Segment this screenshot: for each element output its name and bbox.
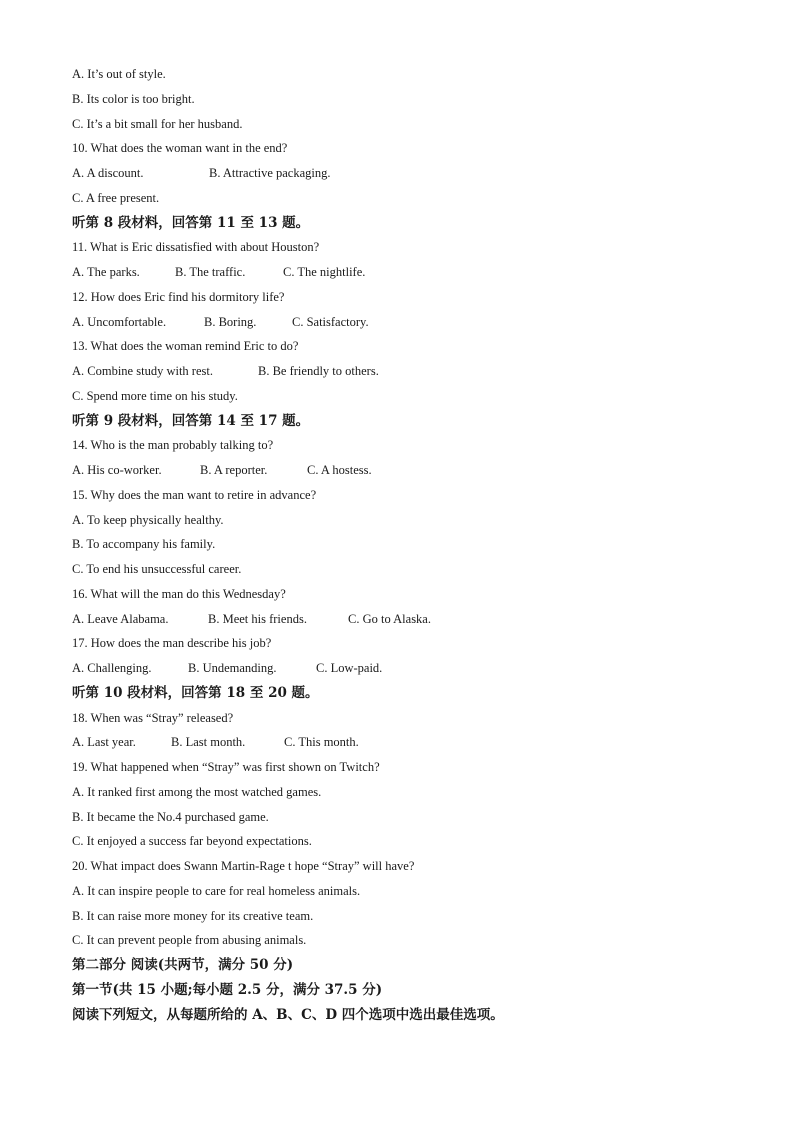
answer-option: B. Meet his friends. <box>208 611 307 626</box>
question-line: A. It’s out of style. <box>72 67 166 81</box>
answer-option: B. Attractive packaging. <box>209 166 331 180</box>
answer-option: A. Last year. <box>72 735 136 750</box>
answer-option: B. Last month. <box>171 735 246 750</box>
question-line: C. A free present. <box>72 190 160 205</box>
section-heading: 第二部分 阅读(共两节，满分 50 分) <box>72 957 294 973</box>
question-line: 12. How does Eric find his dormitory life? <box>72 289 285 304</box>
exam-page <box>72 62 732 1027</box>
answer-option: C. This month. <box>284 735 359 750</box>
question-line: B. It can raise more money for its creative team. <box>72 908 314 923</box>
question-line: B. It became the No.4 purchased game. <box>72 809 269 824</box>
option-row <box>72 656 732 681</box>
option-row <box>72 730 732 755</box>
section-heading: 阅读下列短文，从每题所给的 A、B、C、D 四个选项中选出最佳选项。 <box>72 1006 504 1023</box>
question-line: A. It ranked first among the most watched games. <box>72 784 322 799</box>
option-row <box>72 260 732 285</box>
question-line: 13. What does the woman remind Eric to do? <box>72 339 299 354</box>
section-heading: 第一节(共 15 小题;每小题 2.5 分，满分 37.5 分) <box>72 981 383 998</box>
question-line: 15. Why does the man want to retire in advance? <box>72 487 317 502</box>
question-line: B. Its color is too bright. <box>72 91 195 106</box>
answer-option: A. A discount. <box>72 166 144 180</box>
option-row <box>72 310 732 335</box>
answer-option: A. The parks. <box>72 265 140 279</box>
question-line: 14. Who is the man probably talking to? <box>72 438 274 453</box>
section-heading: 听第 9 段材料，回答第 14 至 17 题。 <box>72 412 310 429</box>
option-row <box>72 607 732 632</box>
section-heading: 听第 10 段材料，回答第 18 至 20 题。 <box>72 684 319 701</box>
answer-option: A. Combine study with rest. <box>72 364 213 378</box>
question-line: 11. What is Eric dissatisfied with about Houston? <box>72 240 320 255</box>
answer-option: B. Undemanding. <box>188 661 277 675</box>
answer-option: A. Leave Alabama. <box>72 611 169 626</box>
question-line: 10. What does the woman want in the end? <box>72 141 288 156</box>
answer-option: B. A reporter. <box>200 463 268 477</box>
question-line: B. To accompany his family. <box>72 537 216 552</box>
question-line: C. It can prevent people from abusing animals. <box>72 933 307 948</box>
answer-option: A. Challenging. <box>72 661 152 675</box>
answer-option: C. A hostess. <box>307 463 372 477</box>
section-heading: 听第 8 段材料，回答第 11 至 13 题。 <box>72 214 310 231</box>
option-row <box>72 359 732 384</box>
answer-option: C. Low-paid. <box>316 661 383 675</box>
question-line: C. Spend more time on his study. <box>72 388 238 403</box>
question-line: 19. What happened when “Stray” was first shown on Twitch? <box>72 760 380 774</box>
question-line: C. It enjoyed a success far beyond expectations. <box>72 834 312 849</box>
question-line: C. It’s a bit small for her husband. <box>72 116 243 131</box>
answer-option: B. Boring. <box>204 314 257 329</box>
answer-option: C. Go to Alaska. <box>348 611 431 626</box>
question-list <box>72 62 732 1027</box>
question-line: 17. How does the man describe his job? <box>72 636 272 651</box>
answer-option: B. The traffic. <box>175 265 246 279</box>
answer-option: A. His co-worker. <box>72 463 162 477</box>
answer-option: C. The nightlife. <box>283 265 366 279</box>
answer-option: B. Be friendly to others. <box>258 364 379 378</box>
question-line: C. To end his unsuccessful career. <box>72 562 242 576</box>
question-line: A. To keep physically healthy. <box>72 512 224 527</box>
question-line: 16. What will the man do this Wednesday? <box>72 586 286 601</box>
question-line: 20. What impact does Swann Martin-Rage t hope “Stray” will have? <box>72 859 415 873</box>
answer-option: A. Uncomfortable. <box>72 314 167 329</box>
question-line: 18. When was “Stray” released? <box>72 710 234 725</box>
option-row <box>72 161 732 186</box>
answer-option: C. Satisfactory. <box>292 314 369 329</box>
option-row <box>72 458 732 483</box>
question-line: A. It can inspire people to care for real homeless animals. <box>72 883 361 898</box>
